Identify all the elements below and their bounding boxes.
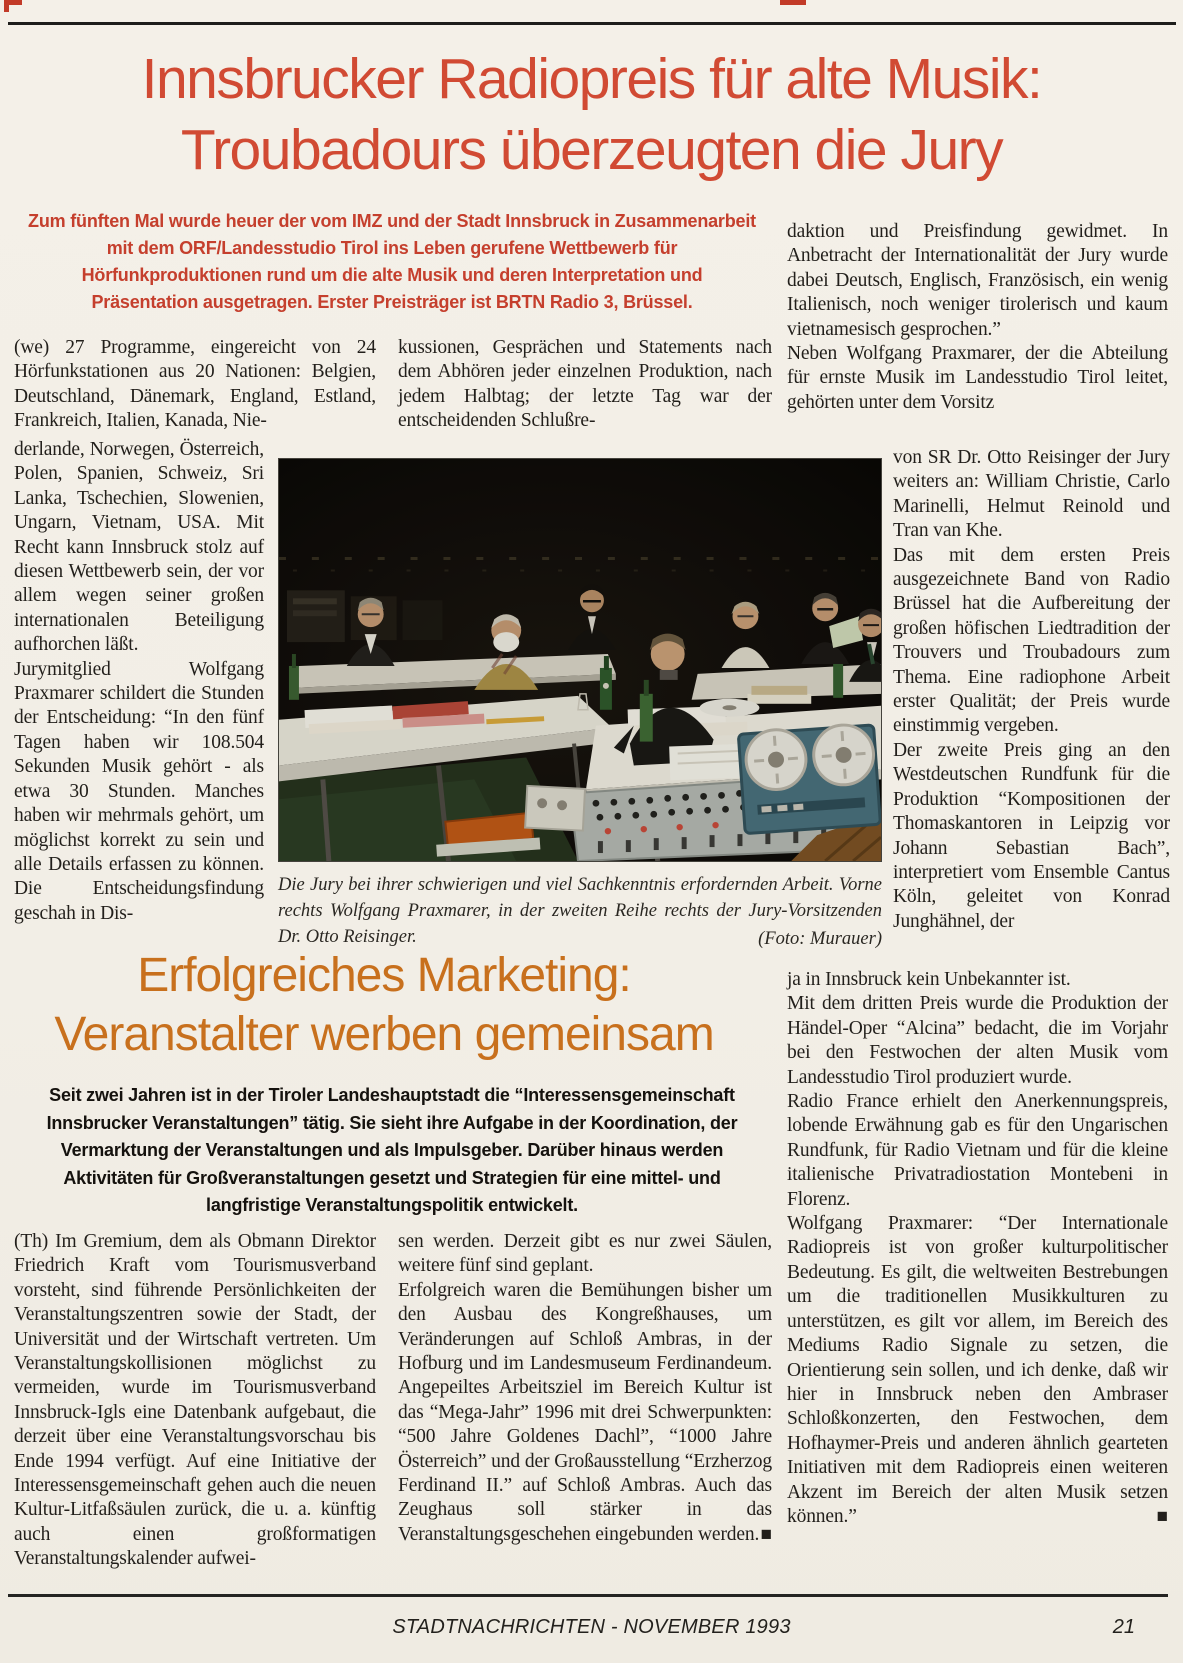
photo-credit: (Foto: Murauer) xyxy=(758,929,882,949)
article2-headline xyxy=(18,946,750,1064)
paragraph: Jurymitglied Wolfgang Praxmarer schildert die Stunden der Entscheidung: “In den fünf Tagen haben wir 108.504 Sekunden Musik gehört - als etwa 30 Stunden. Manches haben wir mehrmals gehört, um möglichst korrekt zu sein und alle Details erfassen zu können. Die Entscheidungsfindung geschah in Dis- xyxy=(14,658,264,924)
article2-lead: Seit zwei Jahren ist in der Tiroler Landeshauptstadt die “Interessensgemeinschaft Innsbrucker Veranstaltungen” tätig. Sie sieht ihre Aufgabe in der Koordination, der Vermarktung der Veranstaltungen und als Impulsgeber. Darüber hinaus werden Aktivitäten für Großveranstaltungen gesetzt und Strategien für eine mittel- und langfristige Veranstaltungspolitik entwickelt. xyxy=(46,1085,738,1215)
paragraph: ja in Innsbruck kein Unbekannter ist. xyxy=(787,969,1071,990)
paragraph: derlande, Norwegen, Österreich, Polen, Spanien, Schweiz, Sri Lanka, Tschechien, Slowenien, Ungarn, Vietnam, USA. Mit Recht kann Innsbruck stolz auf diesen Wettbewerb sein, der vor allem wegen seiner großen internationalen Beteiligung aufhorchen läßt. xyxy=(14,439,264,656)
article1-end-square: ■ xyxy=(1156,1505,1168,1527)
article1-headline-line2: Troubadours überzeugten die Jury xyxy=(180,118,1003,182)
top-rule xyxy=(8,22,1176,25)
paragraph: (Th) Im Gremium, dem als Obmann Direktor Friedrich Kraft vom Tourismusverband vorsteht, sind führende Persönlichkeiten der Veranstaltungszentren sowie der Stadt, der Universität und der Wirtschaft vertreten. Um Veranstaltungskollisionen möglichst zu vermeiden, wurde im Tourismusverband Innsbruck-Igls eine Datenbank aufgebaut, die derzeit über eine Veranstaltungsvorschau bis Ende 1994 verfügt. Auf eine Initiative der Interessensgemeinschaft gehen auch die neuen Kultur-Litfaßsäulen zurück, die u. a. künftig auch einen großformatigen Veranstaltungskalender aufwei- xyxy=(14,1231,376,1570)
article1-col1-narrow xyxy=(14,438,264,926)
bottom-rule xyxy=(8,1594,1168,1597)
paragraph: Das mit dem ersten Preis ausgezeichnete Band von Radio Brüssel hat die Aufbereitung der großen höfischen Liedtradition der Trouvers und Troubadours zum Thema. Eine radiophone Arbeit erster Qualität; der Preis wurde einstimmig vergeben. xyxy=(893,544,1170,737)
paragraph: Erfolgreich waren die Bemühungen bisher um den Ausbau des Kongreßhauses, um Veränderungen auf Schloß Ambras, in der Hofburg und im Landesmuseum Ferdinandeum. Angepeiltes Arbeitsziel im Bereich Kultur ist das “Mega-Jahr” 1996 mit drei Schwerpunkten: “500 Jahre Goldenes Dachl”, “1000 Jahre Österreich” und der Großausstellung “Erzherzog Ferdinand II.” auf Schloß Ambras. Auch das Zeughaus soll stärker in das Veranstaltungsgeschehen eingebunden werden. xyxy=(398,1279,772,1545)
paragraph: Neben Wolfgang Praxmarer, der die Abteilung für ernste Musik im Landesstudio Tirol leitet, gehörten unter dem Vorsitz xyxy=(787,343,1168,413)
article1-col1-top xyxy=(14,336,376,434)
paragraph: Der zweite Preis ging an den Westdeutschen Rundfunk für die Produktion “Kompositionen der Thomaskantoren in Leipzig vor Johann Sebastian Bach”, interpretiert vom Ensemble Cantus Köln, geleitet von Konrad Junghähnel, der xyxy=(893,739,1170,932)
paragraph: (we) 27 Programme, eingereicht von 24 Hörfunkstationen aus 20 Nationen: Belgien, Deutschland, Dänemark, England, Estland, Frankreich, Italien, Kanada, Nie- xyxy=(14,337,376,432)
jury-photo-illustration xyxy=(279,459,881,861)
paragraph: Mit dem dritten Preis wurde die Produktion der Händel-Oper “Alcina” bedacht, die im Vorjahr bei den Festwochen der alten Musik vom Landesstudio Tirol produziert wurde. xyxy=(787,993,1168,1088)
article2-col2 xyxy=(398,1230,772,1547)
paragraph: daktion und Preisfindung gewidmet. In Anbetracht der Internationalität der Jury wurde dabei Deutsch, Englisch, Französisch, ein wenig Italienisch, noch weniger tirolerisch und kaum vietnamesisch gesprochen.” xyxy=(787,221,1168,340)
article2-headline-line2: Veranstalter werben gemeinsam xyxy=(54,1008,714,1061)
article2-headline-line1: Erfolgreiches Marketing: xyxy=(137,949,631,1002)
paragraph: sen werden. Derzeit gibt es nur zwei Säulen, weitere fünf sind geplant. xyxy=(398,1231,772,1277)
article1-headline xyxy=(0,44,1183,186)
article1-headline-line1: Innsbrucker Radiopreis für alte Musik: xyxy=(141,47,1042,111)
article1-col2-top xyxy=(398,336,772,434)
article1-col3-top xyxy=(787,220,1168,415)
article1-col3-narrow xyxy=(893,446,1170,934)
footer-page-number: 21 xyxy=(1112,1616,1135,1638)
paragraph: Radio France erhielt den Anerkennungspreis, lobende Erwähnung gab es für den Ungarischen Rundfunk, für Radio Vietnam und für die kleine italienische Privatradiostation Montebeni in Florenz. xyxy=(787,1091,1168,1210)
paragraph: kussionen, Gesprächen und Statements nach dem Abhören jeder einzelnen Produktion, nach jedem Halbtag; der letzte Tag war der entscheidenden Schlußre- xyxy=(398,337,772,432)
footer-journal-title: STADTNACHRICHTEN - NOVEMBER 1993 xyxy=(392,1616,791,1638)
crop-mark-right xyxy=(780,0,806,5)
article2-col1 xyxy=(14,1230,376,1572)
article1-lead: Zum fünften Mal wurde heuer der vom IMZ und der Stadt Innsbruck in Zusammenarbeit mit dem ORF/Landesstudio Tirol ins Leben gerufene Wettbewerb für Hörfunkproduktionen rund um die alte Musik und deren Interpretation und Präsentation ausgetragen. Erster Preisträger ist BRTN Radio 3, Brüssel. xyxy=(28,211,756,312)
article1-col3-bottom xyxy=(787,968,1168,1529)
photo-caption-text: Die Jury bei ihrer schwierigen und viel Sachkenntnis erfordernden Arbeit. Vorne rechts Wolfgang Praxmarer, in der zweiten Reihe rechts der Jury-Vorsitzenden Dr. Otto Reisinger. xyxy=(278,875,882,947)
article2-end-square: ■ xyxy=(760,1523,772,1545)
paragraph: von SR Dr. Otto Reisinger der Jury weiters an: William Christie, Carlo Marinelli, Helmut Reinold und Tran van Khe. xyxy=(893,447,1170,542)
photo-caption xyxy=(278,872,882,954)
jury-photo xyxy=(278,458,882,862)
paragraph: Wolfgang Praxmarer: “Der Internationale Radiopreis ist von großer kulturpolitischer Bedeutung. Es gilt, die weltweiten Bestrebungen um die traditionellen Musikkulturen zu unterstützen, es gilt vor allem, im Bereich des Mediums Radio Signale zu setzen, die Orientierung sein sollen, und ich denke, daß wir hier in Innsbruck neben den Ambraser Schloßkonzerten, den Festwochen, dem Hofhaymer-Preis und anderen ähnlich gearteten Initiativen mit dem Radiopreis einen weiteren Akzent im Bereich der alten Musik setzen können.” xyxy=(787,1213,1168,1527)
crop-mark-left-h xyxy=(4,0,22,5)
